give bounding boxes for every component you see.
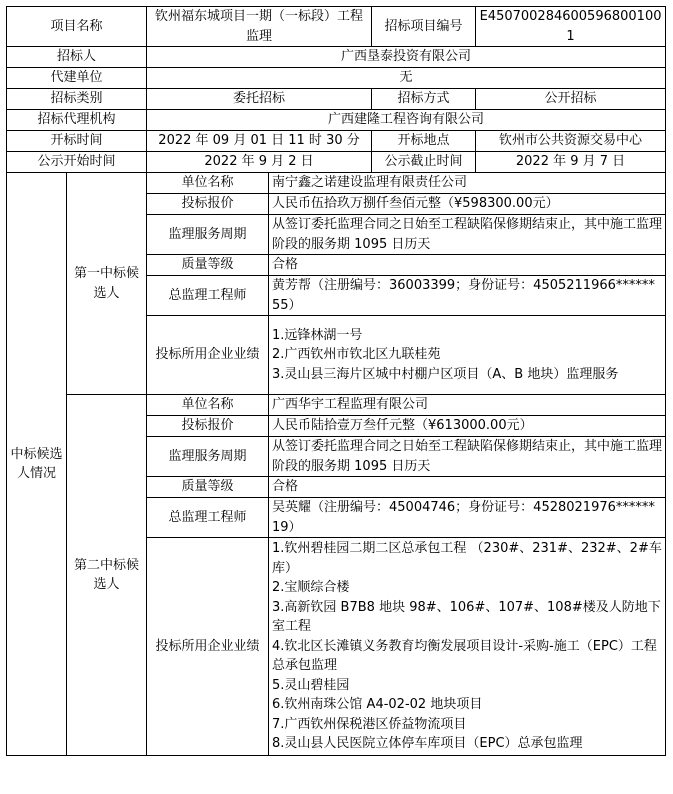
method-label: 招标方式 bbox=[372, 89, 476, 110]
project-name-label: 项目名称 bbox=[7, 7, 147, 47]
winners-label: 中标候选人情况 bbox=[7, 173, 67, 756]
agent-unit: 无 bbox=[147, 68, 666, 89]
agent-unit-label: 代建单位 bbox=[7, 68, 147, 89]
publicity-end: 2022 年 9 月 7 日 bbox=[476, 152, 666, 173]
tenderer: 广西垦泰投资有限公司 bbox=[147, 47, 666, 68]
candidate-2-bid-price: 人民币陆拾壹万叁仟元整（¥613000.00元） bbox=[269, 416, 666, 437]
bid-price-label: 投标报价 bbox=[147, 416, 269, 437]
category: 委托招标 bbox=[147, 89, 372, 110]
unit-name-label: 单位名称 bbox=[147, 173, 269, 194]
performance-item: 8.灵山县人民医院立体停车库项目（EPC）总承包监理 bbox=[272, 736, 583, 752]
table-row bbox=[7, 152, 666, 173]
agency: 广西建隆工程咨询有限公司 bbox=[147, 110, 666, 131]
quality-label: 质量等级 bbox=[147, 255, 269, 276]
performance-item: 1.远锋林湖一号 bbox=[272, 327, 363, 343]
candidate-1-bid-price: 人民币伍拾玖万捌仟叁佰元整（¥598300.00元） bbox=[269, 194, 666, 215]
table-row bbox=[7, 89, 666, 110]
table-row bbox=[7, 131, 666, 152]
performance-item: 4.钦北区长滩镇义务教育均衡发展项目设计-采购-施工（EPC）工程总承包监理 bbox=[272, 638, 657, 674]
candidate-1-chief-engineer: 黄芳帮（注册编号：36003399；身份证号：4505211966******55） bbox=[269, 276, 666, 316]
agency-label: 招标代理机构 bbox=[7, 110, 147, 131]
candidate-2-rank: 第二中标候选人 bbox=[67, 395, 147, 756]
publicity-start-label: 公示开始时间 bbox=[7, 152, 147, 173]
publicity-end-label: 公示截止时间 bbox=[372, 152, 476, 173]
candidate-2-chief-engineer: 吴英耀（注册编号：45004746；身份证号：4528021976******19） bbox=[269, 498, 666, 538]
open-place-label: 开标地点 bbox=[372, 131, 476, 152]
table-row bbox=[7, 7, 666, 47]
performance-item: 3.灵山县三海片区城中村棚户区项目（A、B 地块）监理服务 bbox=[272, 366, 619, 382]
tenderer-label: 招标人 bbox=[7, 47, 147, 68]
performance-label: 投标所用企业业绩 bbox=[147, 316, 269, 395]
open-place: 钦州市公共资源交易中心 bbox=[476, 131, 666, 152]
candidate-1-service-period: 从签订委托监理合同之日始至工程缺陷保修期结束止，其中施工监理阶段的服务期 1095 日历天 bbox=[269, 215, 666, 255]
tender-result-table bbox=[6, 6, 666, 756]
candidate-1-unit-name: 南宁鑫之诺建设监理有限责任公司 bbox=[269, 173, 666, 194]
performance-label: 投标所用企业业绩 bbox=[147, 538, 269, 756]
candidate-2-service-period: 从签订委托监理合同之日始至工程缺陷保修期结束止，其中施工监理阶段的服务期 1095 日历天 bbox=[269, 437, 666, 477]
service-period-label: 监理服务周期 bbox=[147, 437, 269, 477]
quality-label: 质量等级 bbox=[147, 477, 269, 498]
category-label: 招标类别 bbox=[7, 89, 147, 110]
table-row bbox=[7, 47, 666, 68]
table-row bbox=[7, 173, 666, 194]
method: 公开招标 bbox=[476, 89, 666, 110]
performance-item: 2.广西钦州市钦北区九联桂苑 bbox=[272, 347, 441, 363]
candidate-1-quality: 合格 bbox=[269, 255, 666, 276]
unit-name-label: 单位名称 bbox=[147, 395, 269, 416]
performance-item: 5.灵山碧桂园 bbox=[272, 677, 350, 693]
chief-engineer-label: 总监理工程师 bbox=[147, 276, 269, 316]
project-name: 钦州福东城项目一期（一标段）工程监理 bbox=[147, 7, 372, 47]
candidate-1-rank: 第一中标候选人 bbox=[67, 173, 147, 395]
table-row bbox=[7, 110, 666, 131]
chief-engineer-label: 总监理工程师 bbox=[147, 498, 269, 538]
performance-item: 7.广西钦州保税港区侨益物流项目 bbox=[272, 716, 467, 732]
candidate-2-unit-name: 广西华宇工程监理有限公司 bbox=[269, 395, 666, 416]
open-time-label: 开标时间 bbox=[7, 131, 147, 152]
performance-item: 1.钦州碧桂园二期二区总承包工程 （230#、231#、232#、2#车库） bbox=[272, 541, 662, 576]
bid-price-label: 投标报价 bbox=[147, 194, 269, 215]
candidate-1-performance bbox=[269, 316, 666, 395]
service-period-label: 监理服务周期 bbox=[147, 215, 269, 255]
performance-item: 6.钦州南珠公馆 A4-02-02 地块项目 bbox=[272, 697, 483, 713]
table-row bbox=[7, 68, 666, 89]
project-no: E4507002846005968001001 bbox=[476, 7, 666, 47]
open-time: 2022 年 09 月 01 日 11 时 30 分 bbox=[147, 131, 372, 152]
performance-item: 3.高新钦园 B7B8 地块 98#、106#、107#、108#楼及人防地下室工程 bbox=[272, 599, 661, 635]
publicity-start: 2022 年 9 月 2 日 bbox=[147, 152, 372, 173]
candidate-2-performance bbox=[269, 538, 666, 756]
table-row bbox=[7, 395, 666, 416]
project-no-label: 招标项目编号 bbox=[372, 7, 476, 47]
performance-item: 2.宝顺综合楼 bbox=[272, 580, 350, 596]
candidate-2-quality: 合格 bbox=[269, 477, 666, 498]
